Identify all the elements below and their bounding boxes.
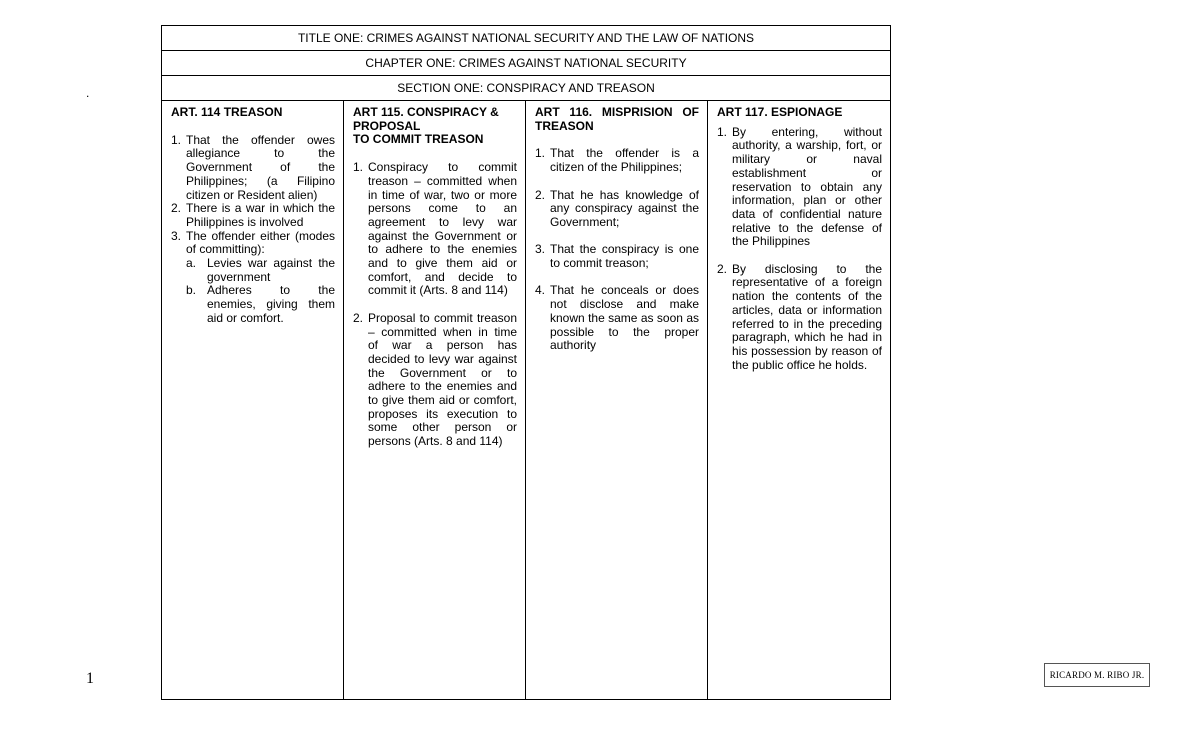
item-number: 1. — [171, 132, 182, 147]
sublist-item — [186, 284, 335, 325]
item-text: Adheres to the enemies, giving them aid or comfort. — [207, 283, 335, 325]
list-item — [353, 161, 517, 298]
articles-columns — [162, 101, 890, 699]
article-117-column — [708, 101, 890, 699]
item-text: Conspiracy to commit treason – committed when in time of war, two or more persons come to an agreement to levy war against the Government or to adhere to the enemies and to give them aid or comfort, and decide to commit it (Arts. 8 and 114) — [368, 160, 517, 298]
stray-mark: . — [86, 86, 90, 100]
title-line: ART 116. MISPRISION OF — [535, 105, 699, 119]
article-title: ART. 114 TREASON — [171, 105, 283, 119]
item-text: That the offender is a citizen of the Philippines; — [550, 146, 699, 175]
list-item — [717, 126, 882, 249]
item-text: That he has knowledge of any conspiracy against the Government; — [550, 187, 699, 229]
article-title — [353, 106, 517, 147]
mode-sublist — [186, 257, 335, 326]
item-number: 1. — [717, 124, 728, 139]
title-line: TO COMMIT TREASON — [353, 132, 484, 147]
item-text: There is a war in which the Philippines is involved — [186, 201, 335, 229]
article-114-column — [162, 101, 344, 699]
page-number: 1 — [86, 670, 94, 687]
item-number: 2. — [535, 187, 546, 202]
list-item — [171, 202, 335, 229]
article-115-column — [344, 101, 526, 699]
list-item — [171, 134, 335, 203]
item-text: That he conceals or does not disclose and make known the same as soon as possible to the proper authority — [550, 283, 699, 353]
item-number: 1. — [353, 160, 364, 175]
list-item — [535, 147, 699, 174]
item-text: That the conspiracy is one to commit treason; — [550, 242, 699, 270]
article-116-column — [526, 101, 708, 699]
item-number: 4. — [535, 283, 546, 298]
item-number: 1. — [535, 146, 546, 161]
item-number: b. — [186, 283, 197, 298]
chapter-header: CHAPTER ONE: CRIMES AGAINST NATIONAL SECURITY — [162, 51, 890, 76]
item-text: That the offender owes allegiance to the Government of the Philippines; (a Filipino citizen or Resident alien) — [186, 132, 335, 202]
element-list — [717, 126, 882, 373]
item-number: 3. — [171, 228, 182, 243]
title-line: TREASON — [535, 118, 594, 133]
title-line: PROPOSAL — [353, 118, 421, 133]
list-item — [171, 230, 335, 326]
element-list — [535, 147, 699, 353]
list-item — [717, 263, 882, 373]
author-box: RICARDO M. RIBO JR. — [1044, 663, 1150, 687]
section-header: SECTION ONE: CONSPIRACY AND TREASON — [162, 76, 890, 101]
item-text: Proposal to commit treason – committed when in time of war a person has decided to levy war against the Government or to adhere to the enemies and to give them aid or comfort, proposes its execution to some other person or persons (Arts. 8 and 114) — [368, 310, 517, 449]
list-item — [353, 312, 517, 449]
item-text: By entering, without authority, a warship, fort, or military or naval establishment or reservation to obtain any information, plan or other data of confidential nature relative to the defense of the Philippines — [732, 124, 882, 249]
item-number: 2. — [171, 201, 182, 216]
item-text: The offender either (modes of committing): — [186, 228, 335, 257]
item-number: 2. — [353, 310, 364, 325]
item-number: 3. — [535, 242, 546, 257]
list-item — [535, 243, 699, 270]
item-number: 2. — [717, 261, 728, 276]
article-title: ART 117. ESPIONAGE — [717, 105, 843, 119]
law-outline-table — [161, 25, 891, 700]
title-line: ART 115. CONSPIRACY & — [353, 105, 499, 119]
title-header: TITLE ONE: CRIMES AGAINST NATIONAL SECURITY AND THE LAW OF NATIONS — [162, 26, 890, 51]
sublist-item — [186, 257, 335, 284]
item-number: a. — [186, 256, 197, 271]
article-title — [535, 106, 699, 133]
element-list — [353, 161, 517, 449]
list-item — [535, 189, 699, 230]
list-item — [535, 284, 699, 353]
item-text: By disclosing to the representative of a foreign nation the contents of the articles, data or information referred to in the preceding paragraph, which he had in his possession by reason of the public office he holds. — [732, 261, 882, 372]
item-text: Levies war against the government — [207, 256, 335, 284]
element-list — [171, 134, 335, 326]
